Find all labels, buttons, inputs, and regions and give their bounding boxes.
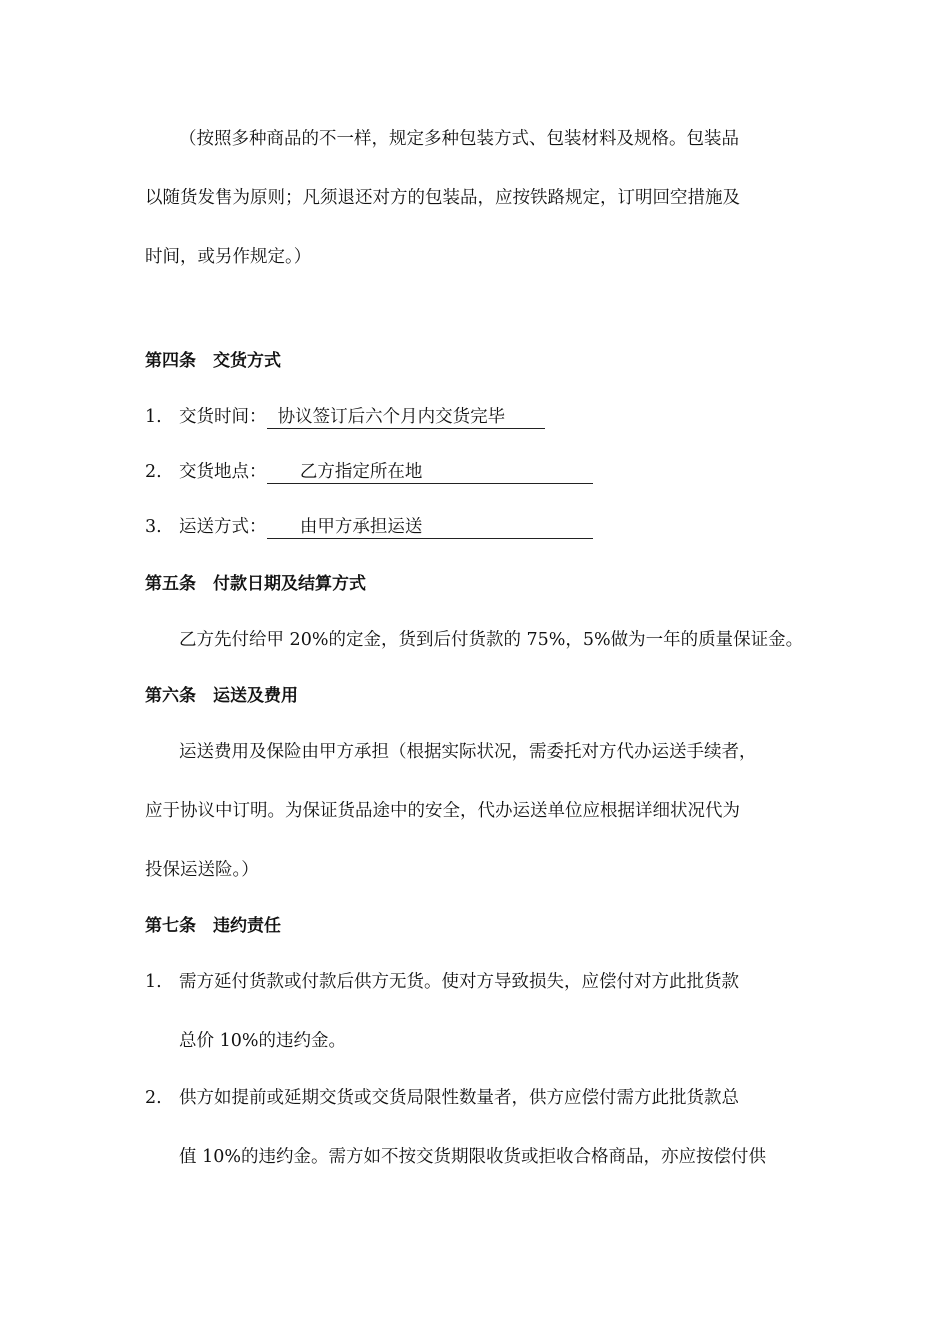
delivery-place-field	[267, 461, 593, 484]
breach-item-1-text: 需方延付货款或付款后供方无货。使对方导致损失，应偿付对方此批货款	[179, 972, 739, 992]
delivery-place-value: 乙方指定所在地	[299, 462, 423, 482]
list-number: 2.	[145, 462, 162, 482]
delivery-time-value: 协议签订后六个月内交货完毕	[277, 407, 506, 427]
article-5-text: 乙方先付给甲 20%的定金，货到后付货款的 75%，5%做为一年的质量保证金。	[179, 630, 804, 650]
packaging-note-line-2: 以随货发售为原则；凡须退还对方的包装品，应按铁路规定，订明回空措施及	[145, 188, 740, 208]
article-6-line-1: 运送费用及保险由甲方承担（根据实际状况，需委托对方代办运送手续者，	[179, 742, 757, 762]
article-7-heading: 第七条 违约责任	[145, 916, 281, 936]
shipping-method-label: 运送方式：	[179, 517, 267, 537]
article-5-heading: 第五条 付款日期及结算方式	[145, 574, 366, 594]
breach-item-1-line-1	[145, 970, 815, 994]
packaging-note-line-3: 时间，或另作规定。）	[145, 247, 312, 267]
delivery-time-field	[267, 406, 545, 429]
breach-item-2-text: 供方如提前或延期交货或交货局限性数量者，供方应偿付需方此批货款总	[179, 1088, 739, 1108]
packaging-note-line-1: （按照多种商品的不一样，规定多种包装方式、包装材料及规格。包装品	[179, 129, 739, 149]
breach-item-2-line-2: 值 10%的违约金。需方如不按交货期限收货或拒收合格商品，亦应按偿付供	[179, 1147, 766, 1167]
breach-item-1-line-2: 总价 10%的违约金。	[179, 1031, 346, 1051]
shipping-method-row	[145, 515, 815, 539]
article-4-heading: 第四条 交货方式	[145, 351, 281, 371]
shipping-method-value: 由甲方承担运送	[299, 517, 423, 537]
delivery-place-label: 交货地点：	[179, 462, 267, 482]
breach-item-2-line-1	[145, 1086, 815, 1110]
article-6-heading: 第六条 运送及费用	[145, 686, 298, 706]
list-number: 1.	[145, 972, 162, 992]
article-6-line-3: 投保运送险。）	[145, 860, 259, 880]
delivery-place-row	[145, 460, 815, 484]
shipping-method-field	[267, 516, 593, 539]
delivery-time-label: 交货时间：	[179, 407, 267, 427]
article-6-line-2: 应于协议中订明。为保证货品途中的安全，代办运送单位应根据详细状况代为	[145, 801, 740, 821]
list-number: 2.	[145, 1088, 162, 1108]
list-number: 1.	[145, 407, 162, 427]
list-number: 3.	[145, 517, 162, 537]
delivery-time-row	[145, 405, 815, 429]
